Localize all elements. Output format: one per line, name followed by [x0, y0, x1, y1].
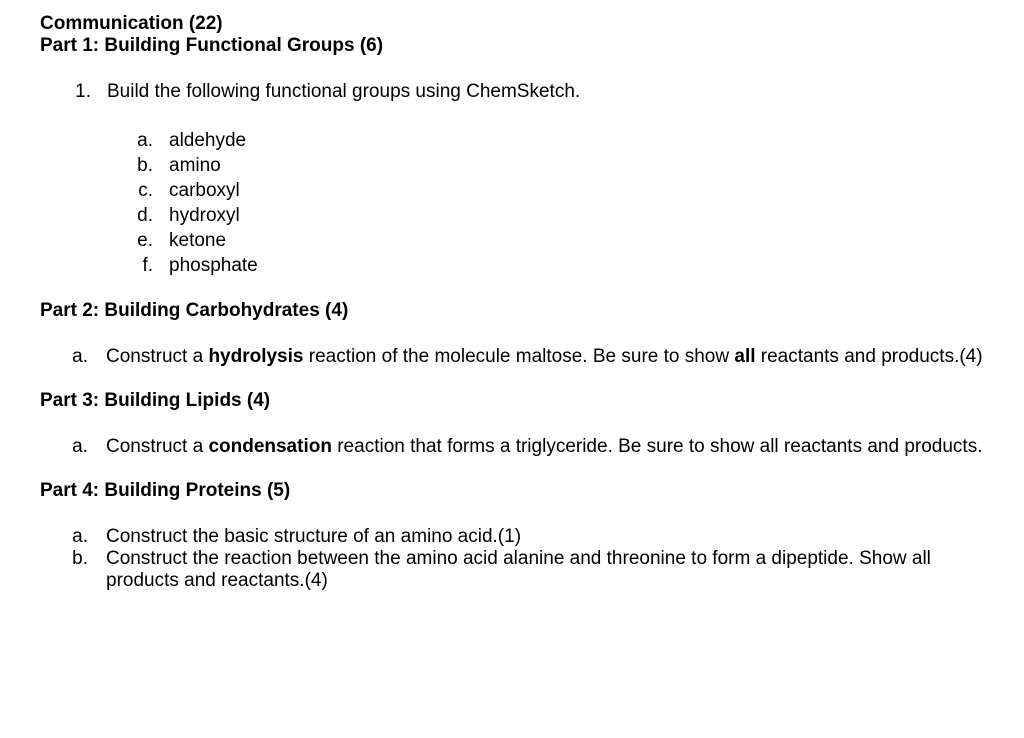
question-number: 1.	[75, 81, 91, 102]
part2-item	[40, 346, 1000, 368]
list-marker: f.	[142, 255, 153, 276]
list-marker: b.	[72, 548, 88, 569]
functional-group-list	[40, 128, 1000, 278]
list-item	[40, 203, 1000, 228]
list-marker: c.	[138, 180, 153, 201]
document-page	[40, 13, 1000, 592]
list-item	[40, 548, 1000, 592]
text-run: reaction that forms a triglyceride. Be sure to show all reactants and products.	[331, 436, 983, 457]
list-item-text: Construct the reaction between the amino acid alanine and threonine to form a dipeptide. Show all products and reactants.(4)	[106, 548, 931, 591]
list-item	[40, 228, 1000, 253]
list-item	[40, 253, 1000, 278]
list-item-text: phosphate	[169, 255, 258, 276]
list-marker: a.	[72, 346, 88, 367]
document-title: Communication (22)	[40, 13, 223, 34]
text-run: reactants and products.(4)	[755, 346, 983, 367]
list-item	[40, 526, 1000, 548]
list-item	[40, 128, 1000, 153]
list-marker: e.	[137, 230, 153, 251]
part2-item-text	[106, 346, 1000, 368]
question-text: Build the following functional groups using ChemSketch.	[107, 81, 581, 102]
list-item-text: amino	[169, 155, 221, 176]
list-item	[40, 178, 1000, 203]
part4-heading: Part 4: Building Proteins (5)	[40, 480, 291, 501]
part3-item-text	[106, 436, 1000, 458]
part4-list	[40, 526, 1000, 592]
part2-heading: Part 2: Building Carbohydrates (4)	[40, 300, 349, 321]
list-item-text: ketone	[169, 230, 227, 251]
part3-item	[40, 436, 1000, 458]
list-marker: a.	[72, 436, 88, 457]
list-marker: b.	[137, 155, 153, 176]
list-marker: a.	[137, 130, 153, 151]
bold-term-hydrolysis: hydrolysis	[208, 346, 304, 367]
bold-term-condensation: condensation	[208, 436, 332, 457]
part1-heading: Part 1: Building Functional Groups (6)	[40, 35, 384, 56]
text-run: Construct a	[106, 346, 209, 367]
question-1	[40, 81, 1000, 103]
part3-heading: Part 3: Building Lipids (4)	[40, 390, 271, 411]
list-item-text: aldehyde	[169, 130, 247, 151]
list-item-text: hydroxyl	[169, 205, 240, 226]
list-item	[40, 153, 1000, 178]
list-item-text: carboxyl	[169, 180, 240, 201]
bold-term-all: all	[734, 346, 756, 367]
list-marker: a.	[72, 526, 88, 547]
text-run: reaction of the molecule maltose. Be sure to show	[303, 346, 735, 367]
list-marker: d.	[137, 205, 153, 226]
text-run: Construct a	[106, 436, 209, 457]
list-item-text: Construct the basic structure of an amino acid.(1)	[106, 526, 522, 547]
